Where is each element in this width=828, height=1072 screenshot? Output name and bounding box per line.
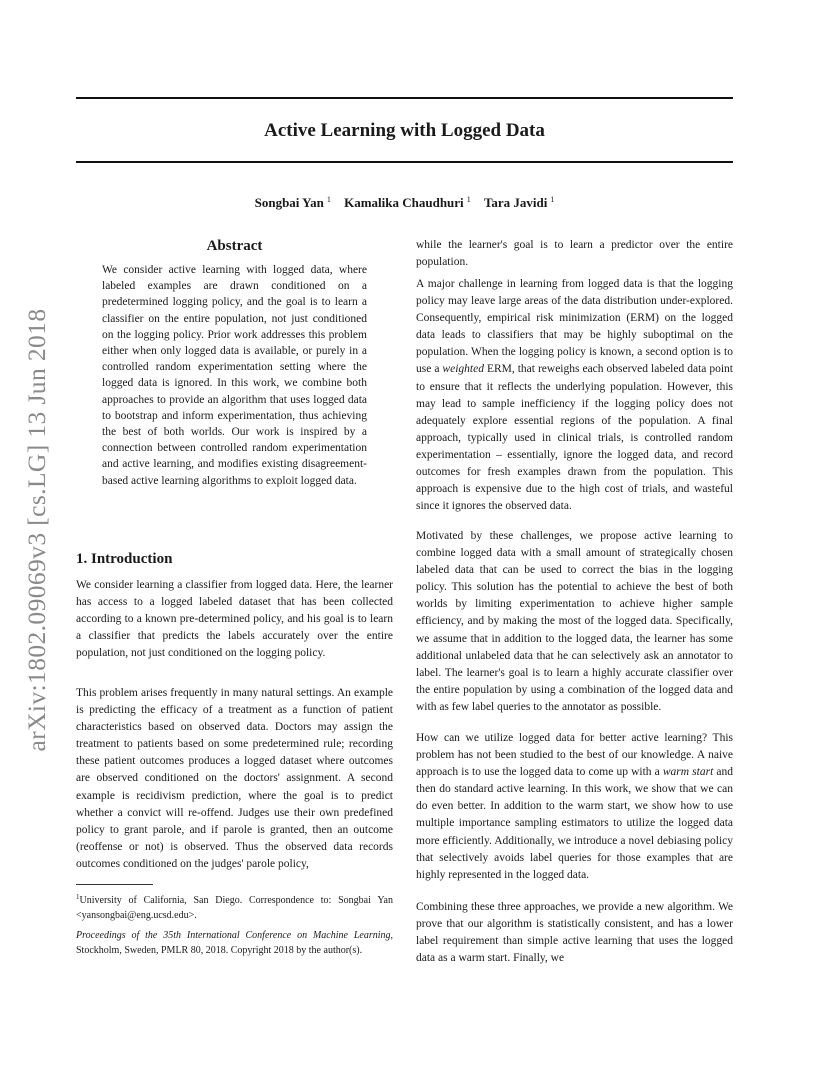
affiliation-mark: 1 — [550, 195, 555, 204]
body-paragraph: while the learner's goal is to learn a predictor over the entire population. — [416, 239, 733, 269]
body-paragraph: A major challenge in learning from logged data is that the logging policy may leave large areas of the data distribution under-explored. Consequently, empirical risk minimization (ERM) on the logged data leads to classifiers that may be highly suboptimal on the population. When the logging policy is known, a second option is to use a weighted ERM, that reweighs each observed labeled data point to ensure that it reflects the underlying population. However, this may lead to sample inefficiency if the logging policy does not adequately explore essential regions of the population. A final approach, typically used in clinical trials, is controlled random experimentation – essentially, ignore the logged data, and record outcomes for fresh examples drawn from the population. This approach is expensive due to the high cost of trials, and wasteful since it ignores the observed data. — [416, 278, 733, 513]
title-bottom-rule — [76, 161, 733, 163]
author: Kamalika Chaudhuri $^1$ — [344, 195, 471, 210]
footnote-rule — [76, 884, 153, 885]
paper-title: Active Learning with Logged Data — [264, 120, 545, 141]
body-paragraph: Combining these three approaches, we provide a new algorithm. We prove that our algorithm is statistically consistent, and has a lower label requirement than simple active learning that uses the logged data as a warm start. Finally, we — [416, 901, 733, 965]
body-paragraph: Motivated by these challenges, we propose active learning to combine logged data with a small amount of strategically chosen labeled data that can be used to correct the bias in the logging policy. This solution has the potential to achieve the best of both worlds by limiting experimentation to achieve higher sample efficiency, and by making the most of the logged data. Specifically, we assume that in addition to the logged data, the learner has some additional unlabeled data that he can selectively ask an annotator to label. The learner's goal is to learn a highly accurate classifier over the entire population by using a combination of the logged data and with as few label queries to the annotator as possible. — [416, 530, 733, 713]
affiliation-mark: 1 — [466, 195, 471, 204]
top-rule — [76, 97, 733, 99]
proceedings-notice: Proceedings of the 35th International Conference on Machine Learning, Stockholm, Sweden, PMLR 80, 2018. Copyright 2018 by the author(s). — [76, 930, 393, 956]
body-paragraph: This problem arises frequently in many natural settings. An example is predicting the efficacy of a treatment as a function of patient characteristics based on observed data. Doctors may assign the treatment to patients based on some predetermined rule; recording these patient outcomes produces a logged dataset where outcomes are observed conditioned on the doctors' assignment. A second example is recidivism prediction, where the goal is to predict whether a convict will re-offend. Judges use their own predefined policy to grant parole, and if parole is granted, then an outcome (reoffense or not) is observed. Thus the observed data records outcomes conditioned on the judges' parole policy, — [76, 687, 393, 870]
author: Tara Javidi $^1$ — [483, 195, 555, 210]
body-paragraph: We consider learning a classifier from logged data. Here, the learner has access to a logged labeled dataset that has been collected according to a known pre-determined policy, and his goal is to learn a classifier that predicts the labels accurately over the entire population, not just conditioned on the logging policy. — [76, 579, 393, 660]
section-heading-introduction: 1. Introduction — [76, 551, 173, 567]
body-paragraph: How can we utilize logged data for better active learning? This problem has not been studied to the best of our knowledge. A naive approach is to use the logged data to come up with a warm start and then do standard active learning. In this work, we show that we can do even better. In addition to the warm start, we show how to use multiple importance sampling estimators to utilize the logged data more efficiently. Additionally, we introduce a novel debiasing policy that selectively avoids label queries for those examples that are highly represented in the logged data. — [416, 732, 733, 881]
footnote: $^1$University of California, San Diego. Correspondence to: Songbai Yan <yansongbai@eng.ucsd.edu>. — [76, 893, 393, 921]
author-list — [76, 191, 733, 212]
affiliation-mark: 1 — [326, 195, 331, 204]
abstract-text: We consider active learning with logged data, where labeled examples are drawn conditioned on a predetermined logging policy, and the goal is to learn a classifier on the entire population, not just conditioned on the logging policy. Prior work addresses this problem either when only logged data is available, or purely in a controlled random experimentation setting where the logged data is ignored. In this work, we combine both approaches to provide an algorithm that uses logged data to bootstrap and inform experimentation, thus achieving the best of both worlds. Our work is inspired by a connection between controlled random experimentation and active learning, and modifies existing disagreement-based active learning algorithms to exploit logged data. — [102, 264, 367, 487]
abstract-heading: Abstract — [206, 238, 263, 254]
author: Songbai Yan $^1$ — [254, 195, 331, 210]
